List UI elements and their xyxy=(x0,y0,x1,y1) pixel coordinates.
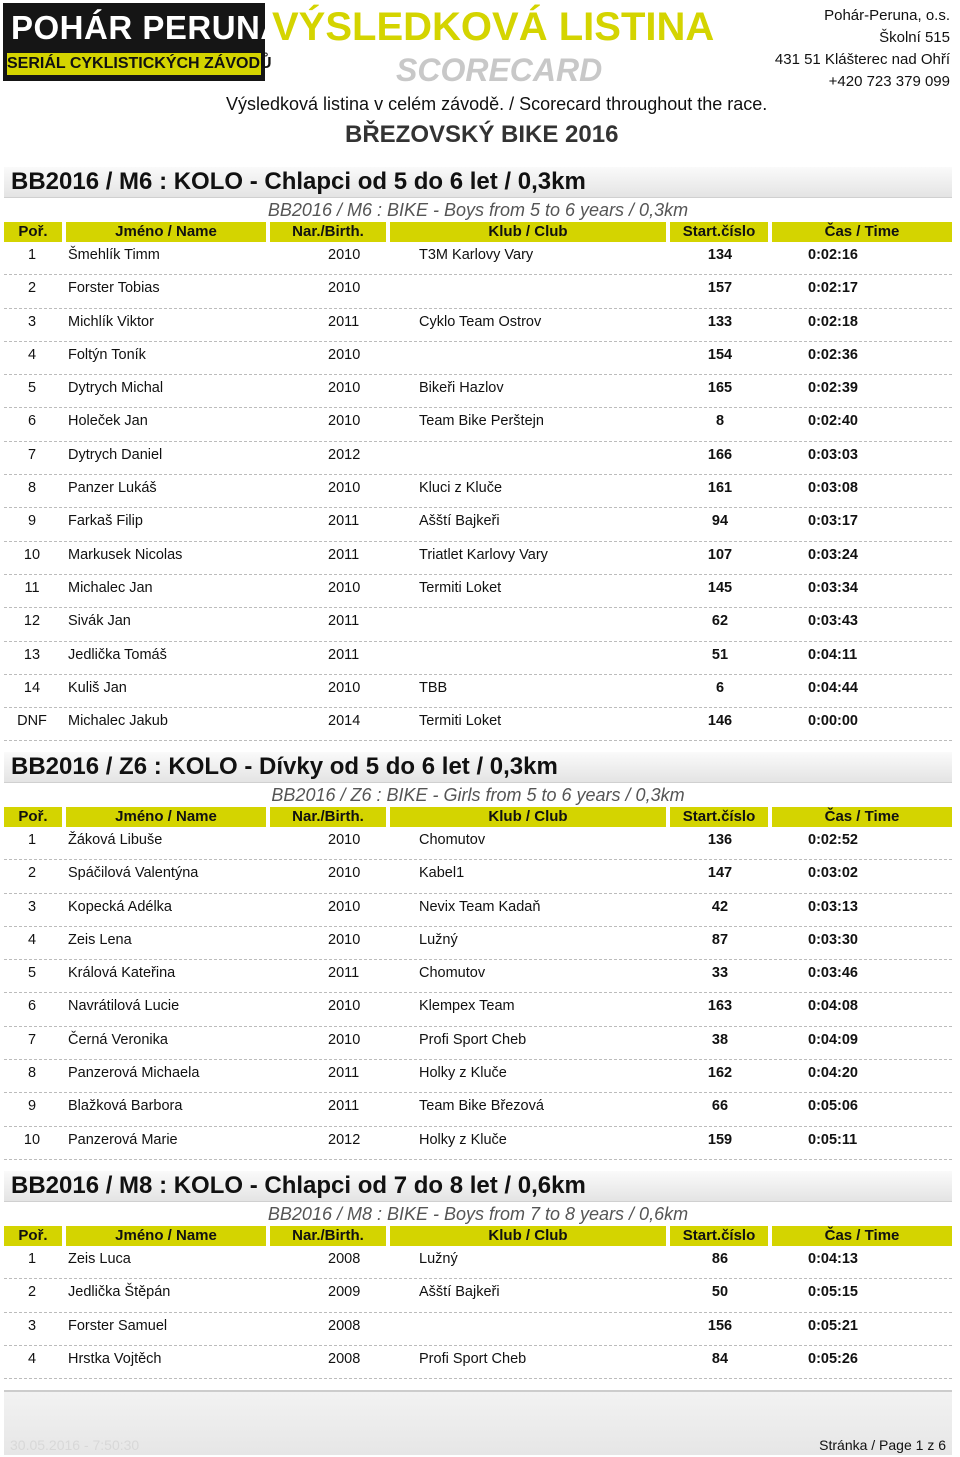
name-cell: Zeis Lena xyxy=(68,931,132,948)
col-header-birth: Nar./Birth. xyxy=(270,1226,386,1246)
category-subtitle: BB2016 / M8 : BIKE - Boys from 7 to 8 years / 0,6km xyxy=(267,1204,689,1224)
birth-year-cell: 2011 xyxy=(328,1098,360,1115)
time-cell: 0:03:34 xyxy=(808,579,858,596)
start-number-cell: 154 xyxy=(707,346,733,363)
start-number-cell: 86 xyxy=(711,1251,729,1267)
name-cell: Blažková Barbora xyxy=(68,1098,183,1115)
table-row xyxy=(4,1346,952,1379)
start-number-cell: 159 xyxy=(707,1131,733,1148)
start-number-cell: 136 xyxy=(707,832,733,848)
time-cell: 0:03:02 xyxy=(808,865,858,882)
position-cell: 4 xyxy=(27,1350,37,1367)
table-row xyxy=(4,408,952,441)
name-cell: Jedlička Štěpán xyxy=(68,1284,171,1301)
birth-year-cell: 2010 xyxy=(328,898,361,915)
time-cell: 0:02:16 xyxy=(808,247,858,263)
table-row xyxy=(4,1027,952,1060)
table-row xyxy=(4,708,952,741)
name-cell: Forster Samuel xyxy=(68,1317,168,1334)
club-cell: Nevix Team Kadaň xyxy=(419,898,541,915)
position-cell: 3 xyxy=(27,898,37,915)
position-cell: 1 xyxy=(27,832,37,848)
start-number-cell: 161 xyxy=(707,480,733,497)
organizer-block xyxy=(775,5,950,93)
birth-year-cell: 2008 xyxy=(328,1317,361,1334)
birth-year-cell: 2012 xyxy=(328,446,361,463)
name-cell: Jedlička Tomáš xyxy=(68,646,167,663)
birth-year-cell: 2011 xyxy=(328,513,360,530)
birth-year-cell: 2010 xyxy=(328,865,361,882)
club-cell: Chomutov xyxy=(419,832,486,848)
table-row xyxy=(4,442,952,475)
category-subtitle: BB2016 / Z6 : BIKE - Girls from 5 to 6 years / 0,3km xyxy=(271,785,685,805)
col-header-birth: Nar./Birth. xyxy=(270,222,386,242)
logo-tagline: SERIÁL CYKLISTICKÝCH ZÁVODŮ xyxy=(7,53,261,75)
table-row xyxy=(4,375,952,408)
club-cell: Holky z Kluče xyxy=(419,1131,507,1148)
results-section xyxy=(4,1171,952,1379)
club-cell: Termiti Loket xyxy=(419,579,502,596)
table-row xyxy=(4,993,952,1026)
club-cell: Ašští Bajkeři xyxy=(419,513,500,530)
club-cell: Termiti Loket xyxy=(419,713,502,730)
birth-year-cell: 2010 xyxy=(328,679,361,696)
start-number-cell: 8 xyxy=(715,413,725,430)
position-cell: 7 xyxy=(27,446,37,463)
birth-year-cell: 2010 xyxy=(328,380,361,397)
results-section xyxy=(4,167,952,741)
time-cell: 0:03:17 xyxy=(808,513,858,530)
birth-year-cell: 2010 xyxy=(328,832,361,848)
table-row xyxy=(4,827,952,860)
table-header xyxy=(4,807,952,827)
club-cell: Kabel1 xyxy=(419,865,465,882)
time-cell: 0:05:21 xyxy=(808,1317,858,1334)
position-cell: 2 xyxy=(27,865,37,882)
event-name: BŘEZOVSKÝ BIKE 2016 xyxy=(345,121,619,148)
organizer-phone: +420 723 379 099 xyxy=(828,73,950,90)
time-cell: 0:02:18 xyxy=(808,313,858,330)
category-title: BB2016 / M8 : KOLO - Chlapci od 7 do 8 let / 0,6km xyxy=(4,1171,952,1202)
club-cell: Team Bike Březová xyxy=(419,1098,544,1115)
start-number-cell: 42 xyxy=(711,898,729,915)
birth-year-cell: 2009 xyxy=(328,1284,361,1301)
start-number-cell: 6 xyxy=(715,679,725,696)
club-cell: Team Bike Perštejn xyxy=(419,413,544,430)
position-cell: 9 xyxy=(27,513,37,530)
club-cell: Cyklo Team Ostrov xyxy=(419,313,542,330)
position-cell: 5 xyxy=(27,965,37,982)
name-cell: Panzerová Marie xyxy=(68,1131,178,1148)
start-number-cell: 157 xyxy=(707,280,733,297)
birth-year-cell: 2010 xyxy=(328,998,361,1015)
name-cell: Černá Veronika xyxy=(68,1031,168,1048)
col-header-club: Klub / Club xyxy=(390,1226,666,1246)
name-cell: Dytrych Michal xyxy=(68,380,164,397)
col-header-start: Start.číslo xyxy=(670,1226,768,1246)
category-subtitle: BB2016 / M6 : BIKE - Boys from 5 to 6 years / 0,3km xyxy=(267,200,689,220)
name-cell: Zeis Luca xyxy=(68,1251,131,1267)
club-cell: Holky z Kluče xyxy=(419,1065,507,1082)
time-cell: 0:05:26 xyxy=(808,1350,858,1367)
position-cell: 4 xyxy=(27,931,37,948)
birth-year-cell: 2010 xyxy=(328,579,361,596)
name-cell: Panzerová Michaela xyxy=(68,1065,200,1082)
start-number-cell: 147 xyxy=(707,865,733,882)
club-cell: Profi Sport Cheb xyxy=(419,1350,527,1367)
name-cell: Foltýn Toník xyxy=(68,346,146,363)
name-cell: Spáčilová Valentýna xyxy=(68,865,199,882)
name-cell: Panzer Lukáš xyxy=(68,480,157,497)
birth-year-cell: 2010 xyxy=(328,413,361,430)
birth-year-cell: 2011 xyxy=(328,546,360,563)
birth-year-cell: 2008 xyxy=(328,1350,361,1367)
col-header-name: Jméno / Name xyxy=(66,1226,266,1246)
category-title: BB2016 / Z6 : KOLO - Dívky od 5 do 6 let / 0,3km xyxy=(4,752,952,783)
time-cell: 0:04:09 xyxy=(808,1031,858,1048)
table-row xyxy=(4,927,952,960)
name-cell: Králová Kateřina xyxy=(68,965,176,982)
table-row xyxy=(4,1093,952,1126)
table-row xyxy=(4,275,952,308)
results-section xyxy=(4,752,952,1160)
name-cell: Michalec Jan xyxy=(68,579,153,596)
start-number-cell: 166 xyxy=(707,446,733,463)
club-cell: Bikeři Hazlov xyxy=(419,380,504,397)
table-row xyxy=(4,1313,952,1346)
time-cell: 0:03:24 xyxy=(808,546,858,563)
time-cell: 0:02:40 xyxy=(808,413,858,430)
birth-year-cell: 2010 xyxy=(328,346,361,363)
start-number-cell: 87 xyxy=(711,931,729,948)
start-number-cell: 51 xyxy=(711,646,729,663)
start-number-cell: 146 xyxy=(707,713,733,730)
position-cell: 1 xyxy=(27,1251,37,1267)
birth-year-cell: 2010 xyxy=(328,280,361,297)
start-number-cell: 84 xyxy=(711,1350,729,1367)
organizer-name: Pohár-Peruna, o.s. xyxy=(824,7,950,24)
col-header-birth: Nar./Birth. xyxy=(270,807,386,827)
position-cell: 10 xyxy=(23,1131,41,1148)
time-cell: 0:02:39 xyxy=(808,380,858,397)
start-number-cell: 156 xyxy=(707,1317,733,1334)
name-cell: Sivák Jan xyxy=(68,613,131,630)
name-cell: Šmehlík Timm xyxy=(68,247,160,263)
position-cell: 1 xyxy=(27,247,37,263)
position-cell: 8 xyxy=(27,480,37,497)
position-cell: 8 xyxy=(27,1065,37,1082)
table-row xyxy=(4,608,952,641)
page-title-en: SCORECARD xyxy=(396,52,603,88)
birth-year-cell: 2011 xyxy=(328,613,360,630)
birth-year-cell: 2011 xyxy=(328,313,360,330)
position-cell: 4 xyxy=(27,346,37,363)
birth-year-cell: 2010 xyxy=(328,247,361,263)
page-footer xyxy=(4,1390,952,1455)
position-cell: 2 xyxy=(27,1284,37,1301)
col-header-pos: Poř. xyxy=(4,222,62,242)
club-cell: Lužný xyxy=(419,1251,458,1267)
page-number: Stránka / Page 1 z 6 xyxy=(819,1437,946,1453)
time-cell: 0:03:03 xyxy=(808,446,858,463)
logo xyxy=(3,3,285,81)
table-header xyxy=(4,222,952,242)
col-header-name: Jméno / Name xyxy=(66,222,266,242)
birth-year-cell: 2011 xyxy=(328,965,360,982)
time-cell: 0:03:08 xyxy=(808,480,858,497)
club-cell: Kluci z Kluče xyxy=(419,480,503,497)
birth-year-cell: 2011 xyxy=(328,1065,360,1082)
time-cell: 0:02:36 xyxy=(808,346,858,363)
start-number-cell: 94 xyxy=(711,513,729,530)
table-row xyxy=(4,642,952,675)
start-number-cell: 50 xyxy=(711,1284,729,1301)
page-title: VÝSLEDKOVÁ LISTINA xyxy=(272,5,715,49)
table-row xyxy=(4,894,952,927)
start-number-cell: 66 xyxy=(711,1098,729,1115)
time-cell: 0:04:13 xyxy=(808,1251,858,1267)
col-header-time: Čas / Time xyxy=(772,1226,952,1246)
club-cell: Chomutov xyxy=(419,965,486,982)
start-number-cell: 145 xyxy=(707,579,733,596)
club-cell: T3M Karlovy Vary xyxy=(419,247,534,263)
name-cell: Kopecká Adélka xyxy=(68,898,172,915)
position-cell: DNF xyxy=(17,713,47,730)
logo-title: POHÁR PERUNA xyxy=(11,9,285,46)
birth-year-cell: 2014 xyxy=(328,713,361,730)
name-cell: Kuliš Jan xyxy=(68,679,127,696)
col-header-start: Start.číslo xyxy=(670,807,768,827)
time-cell: 0:04:08 xyxy=(808,998,858,1015)
table-row xyxy=(4,242,952,275)
name-cell: Michalec Jakub xyxy=(68,713,168,730)
birth-year-cell: 2012 xyxy=(328,1131,361,1148)
col-header-club: Klub / Club xyxy=(390,222,666,242)
position-cell: 5 xyxy=(27,380,37,397)
name-cell: Markusek Nicolas xyxy=(68,546,183,563)
col-header-pos: Poř. xyxy=(4,807,62,827)
time-cell: 0:03:13 xyxy=(808,898,858,915)
position-cell: 13 xyxy=(23,646,41,663)
table-row xyxy=(4,575,952,608)
col-header-pos: Poř. xyxy=(4,1226,62,1246)
time-cell: 0:05:06 xyxy=(808,1098,858,1115)
start-number-cell: 163 xyxy=(707,998,733,1015)
name-cell: Dytrych Daniel xyxy=(68,446,163,463)
position-cell: 12 xyxy=(23,613,41,630)
table-row xyxy=(4,675,952,708)
time-cell: 0:03:43 xyxy=(808,613,858,630)
club-cell: TBB xyxy=(419,679,448,696)
name-cell: Holeček Jan xyxy=(68,413,148,430)
position-cell: 6 xyxy=(27,413,37,430)
start-number-cell: 107 xyxy=(707,546,733,563)
table-row xyxy=(4,309,952,342)
club-cell: Triatlet Karlovy Vary xyxy=(419,546,548,563)
birth-year-cell: 2008 xyxy=(328,1251,361,1267)
time-cell: 0:05:15 xyxy=(808,1284,858,1301)
position-cell: 6 xyxy=(27,998,37,1015)
position-cell: 7 xyxy=(27,1031,37,1048)
club-cell: Ašští Bajkeři xyxy=(419,1284,500,1301)
birth-year-cell: 2011 xyxy=(328,646,360,663)
col-header-time: Čas / Time xyxy=(772,222,952,242)
name-cell: Forster Tobias xyxy=(68,280,160,297)
club-cell: Lužný xyxy=(419,931,458,948)
col-header-name: Jméno / Name xyxy=(66,807,266,827)
start-number-cell: 38 xyxy=(711,1031,729,1048)
table-row xyxy=(4,860,952,893)
print-timestamp: 30.05.2016 - 7:50:30 xyxy=(10,1437,140,1453)
time-cell: 0:04:11 xyxy=(808,646,858,663)
time-cell: 0:03:46 xyxy=(808,965,858,982)
col-header-time: Čas / Time xyxy=(772,807,952,827)
time-cell: 0:00:00 xyxy=(808,713,858,730)
club-cell: Profi Sport Cheb xyxy=(419,1031,527,1048)
table-row xyxy=(4,1127,952,1160)
table-row xyxy=(4,1246,952,1279)
position-cell: 11 xyxy=(24,579,40,596)
name-cell: Michlík Viktor xyxy=(68,313,154,330)
col-header-start: Start.číslo xyxy=(670,222,768,242)
time-cell: 0:03:30 xyxy=(808,931,858,948)
table-header xyxy=(4,1226,952,1246)
col-header-club: Klub / Club xyxy=(390,807,666,827)
time-cell: 0:04:44 xyxy=(808,679,858,696)
organizer-street: Školní 515 xyxy=(879,29,950,46)
birth-year-cell: 2010 xyxy=(328,931,361,948)
birth-year-cell: 2010 xyxy=(328,480,361,497)
name-cell: Žáková Libuše xyxy=(68,832,163,848)
name-cell: Navrátilová Lucie xyxy=(68,998,180,1015)
table-row xyxy=(4,1060,952,1093)
time-cell: 0:04:20 xyxy=(808,1065,858,1082)
start-number-cell: 165 xyxy=(707,380,733,397)
start-number-cell: 33 xyxy=(711,965,729,982)
start-number-cell: 133 xyxy=(707,313,733,330)
start-number-cell: 134 xyxy=(707,247,733,263)
start-number-cell: 62 xyxy=(711,613,729,630)
name-cell: Hrstka Vojtěch xyxy=(68,1350,162,1367)
birth-year-cell: 2010 xyxy=(328,1031,361,1048)
table-row xyxy=(4,1279,952,1312)
table-row xyxy=(4,542,952,575)
table-row xyxy=(4,342,952,375)
time-cell: 0:05:11 xyxy=(808,1131,858,1148)
organizer-city: 431 51 Klášterec nad Ohří xyxy=(774,51,950,68)
club-cell: Klempex Team xyxy=(419,998,515,1015)
category-title: BB2016 / M6 : KOLO - Chlapci od 5 do 6 let / 0,3km xyxy=(4,167,952,198)
time-cell: 0:02:17 xyxy=(808,280,858,297)
start-number-cell: 162 xyxy=(707,1065,733,1082)
position-cell: 2 xyxy=(27,280,37,297)
name-cell: Farkaš Filip xyxy=(68,513,143,530)
table-row xyxy=(4,508,952,541)
position-cell: 3 xyxy=(27,1317,37,1334)
table-row xyxy=(4,475,952,508)
position-cell: 3 xyxy=(27,313,37,330)
table-row xyxy=(4,960,952,993)
time-cell: 0:02:52 xyxy=(808,832,858,848)
page-subtitle: Výsledková listina v celém závodě. / Scorecard throughout the race. xyxy=(226,94,768,114)
position-cell: 9 xyxy=(27,1098,37,1115)
position-cell: 10 xyxy=(23,546,41,563)
position-cell: 14 xyxy=(23,679,41,696)
